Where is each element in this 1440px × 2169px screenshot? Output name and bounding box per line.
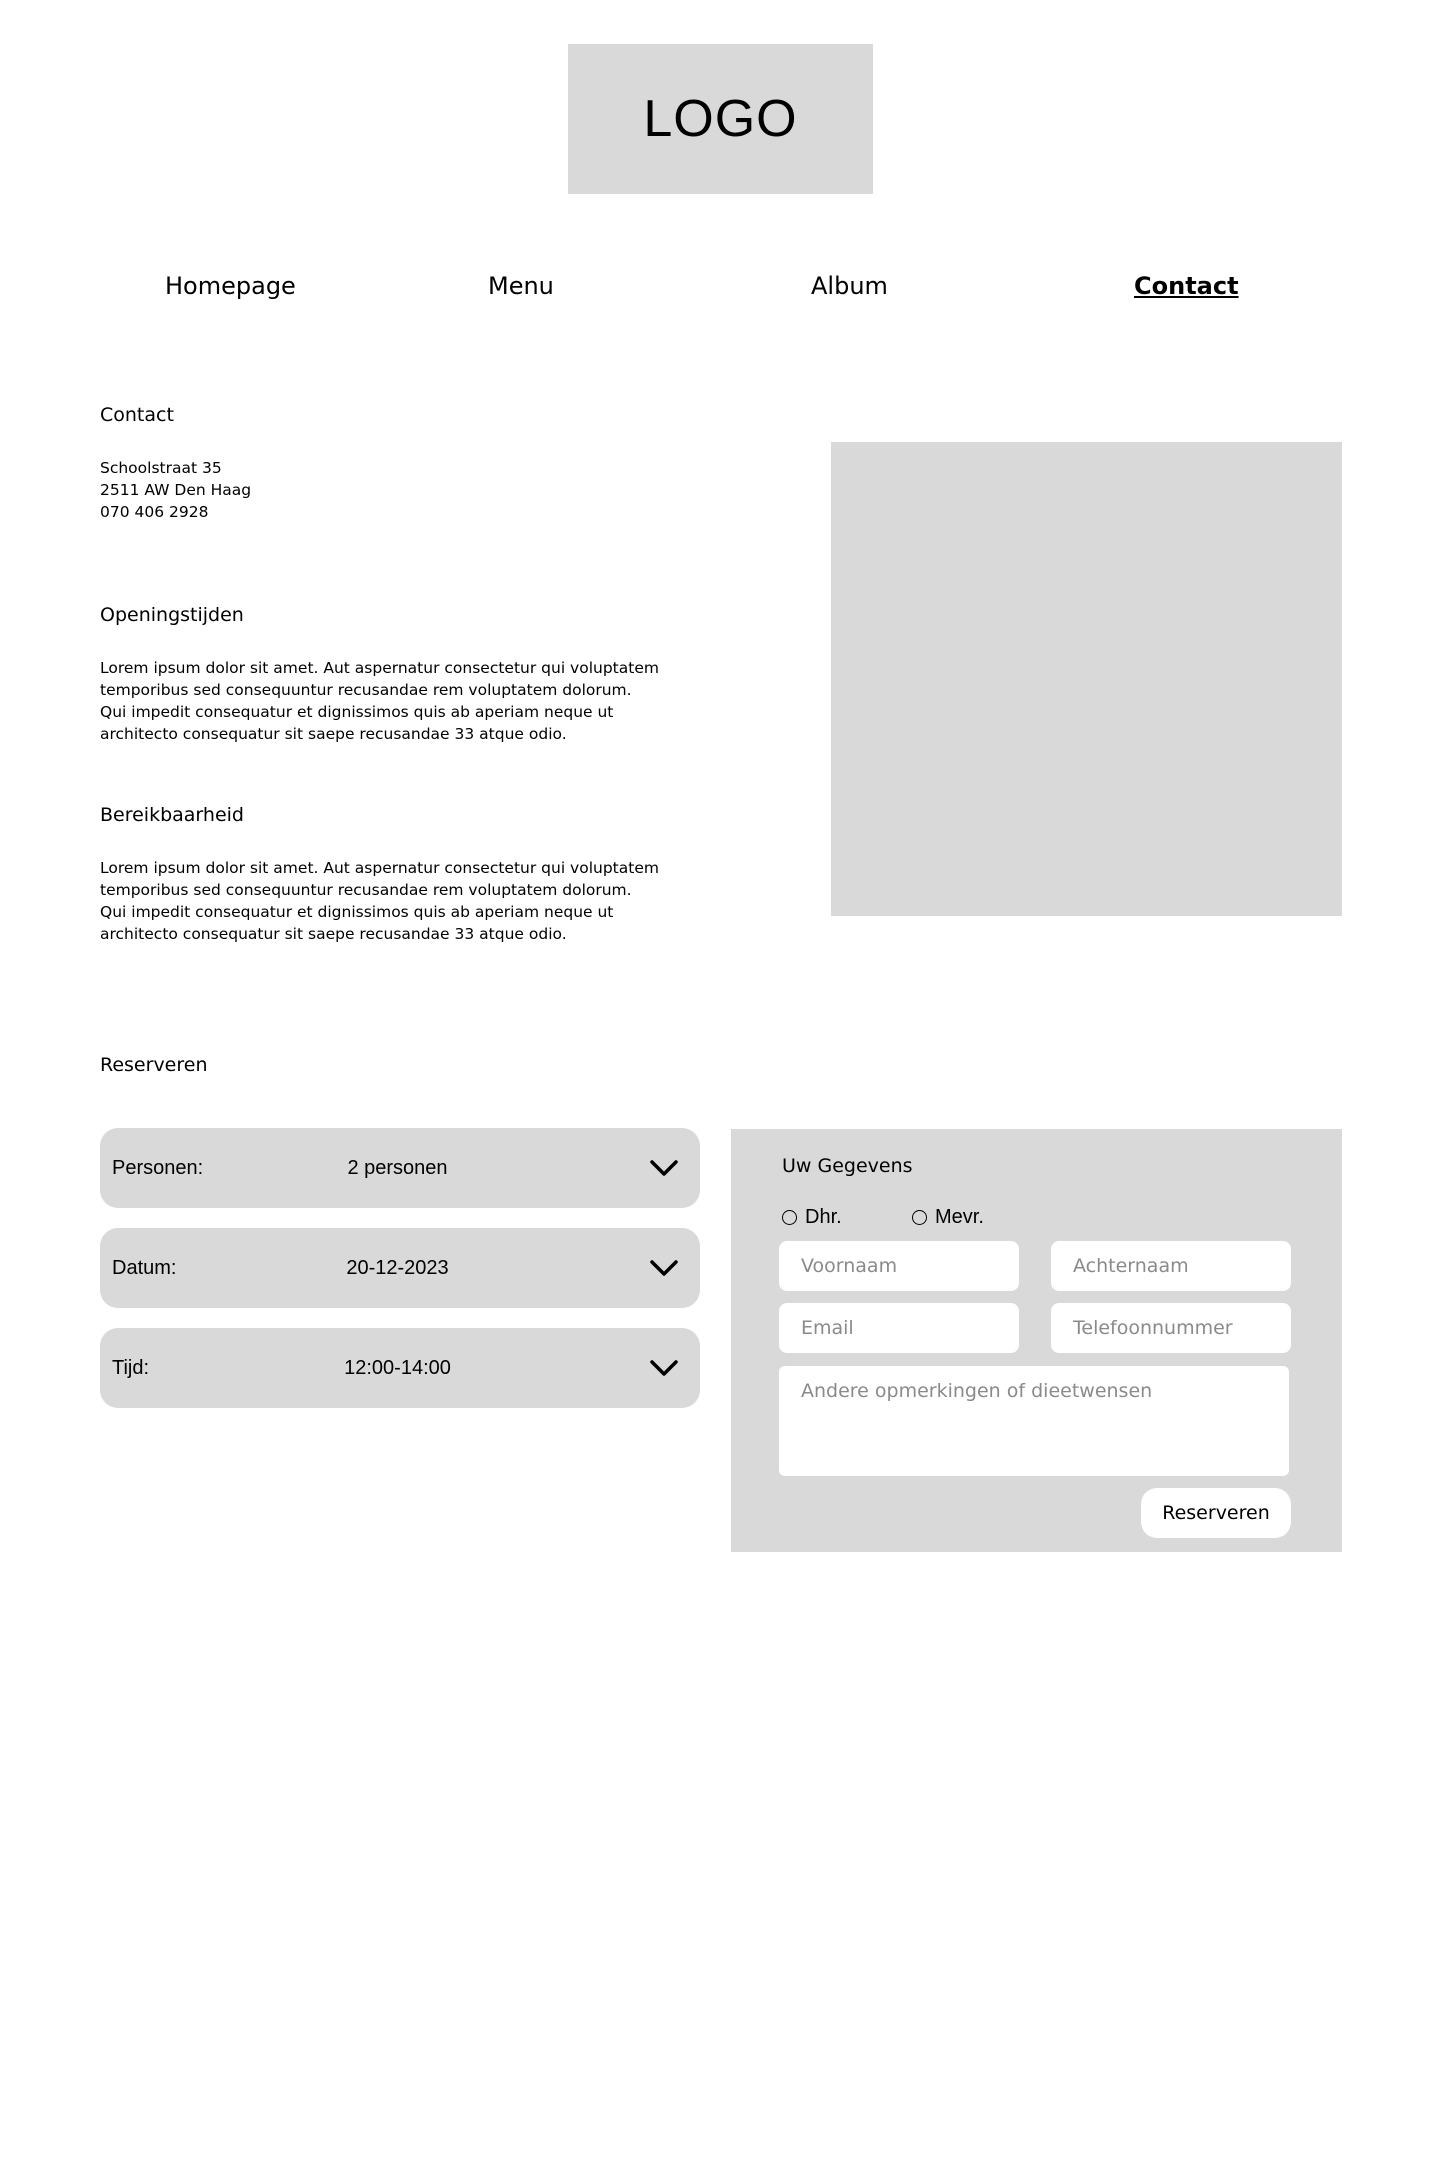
datum-dropdown[interactable] <box>100 1228 700 1308</box>
nav-item-album[interactable]: Album <box>811 272 888 300</box>
reserveren-button[interactable]: Reserveren <box>1141 1488 1291 1538</box>
image-placeholder <box>831 442 1342 916</box>
personen-value: 2 personen <box>347 1157 448 1179</box>
chevron-down-icon <box>648 1154 680 1182</box>
personen-dropdown[interactable] <box>100 1128 700 1208</box>
voornaam-input[interactable] <box>779 1241 1019 1291</box>
openingstijden-heading: Openingstijden <box>100 604 244 626</box>
telefoon-input[interactable] <box>1051 1303 1291 1353</box>
contact-address-line1: Schoolstraat 35 <box>100 459 222 477</box>
openingstijden-text: Lorem ipsum dolor sit amet. Aut aspernatur consectetur qui voluptatem temporibus sed consequuntur recusandae rem voluptatem dolorum. Qui impedit consequatur et dignissimos quis ab aperiam neque ut architecto consequatur sit saepe recusandae 33 atque odio. <box>100 659 659 743</box>
main-nav <box>0 272 1440 312</box>
radio-circle-icon[interactable] <box>782 1210 797 1225</box>
radio-circle-icon[interactable] <box>912 1210 927 1225</box>
chevron-down-icon <box>648 1354 680 1382</box>
email-input[interactable] <box>779 1303 1019 1353</box>
nav-item-contact[interactable]: Contact <box>1134 272 1239 300</box>
tijd-label: Tijd: <box>112 1357 150 1379</box>
gegevens-panel <box>731 1129 1342 1552</box>
personen-label: Personen: <box>112 1157 204 1179</box>
contact-phone: 070 406 2928 <box>100 503 209 521</box>
nav-item-menu[interactable]: Menu <box>488 272 554 300</box>
radio-dhr-label: Dhr. <box>805 1206 842 1228</box>
radio-mevr-label: Mevr. <box>935 1206 984 1228</box>
chevron-down-icon <box>648 1254 680 1282</box>
tijd-value: 12:00-14:00 <box>344 1357 451 1379</box>
nav-item-homepage[interactable]: Homepage <box>165 272 296 300</box>
contact-address-line2: 2511 AW Den Haag <box>100 481 252 499</box>
achternaam-input[interactable] <box>1051 1241 1291 1291</box>
tijd-dropdown[interactable] <box>100 1328 700 1408</box>
datum-value: 20-12-2023 <box>346 1257 449 1279</box>
radio-dhr[interactable] <box>782 1206 842 1229</box>
logo: LOGO <box>568 44 873 194</box>
bereikbaarheid-heading: Bereikbaarheid <box>100 804 244 826</box>
reserveren-heading: Reserveren <box>100 1054 208 1076</box>
datum-label: Datum: <box>112 1257 177 1279</box>
opmerkingen-textarea[interactable] <box>779 1366 1289 1476</box>
contact-heading: Contact <box>100 404 174 426</box>
gegevens-title: Uw Gegevens <box>782 1155 913 1177</box>
bereikbaarheid-text: Lorem ipsum dolor sit amet. Aut aspernatur consectetur qui voluptatem temporibus sed consequuntur recusandae rem voluptatem dolorum. Qui impedit consequatur et dignissimos quis ab aperiam neque ut architecto consequatur sit saepe recusandae 33 atque odio. <box>100 859 659 943</box>
radio-mevr[interactable] <box>912 1206 984 1229</box>
